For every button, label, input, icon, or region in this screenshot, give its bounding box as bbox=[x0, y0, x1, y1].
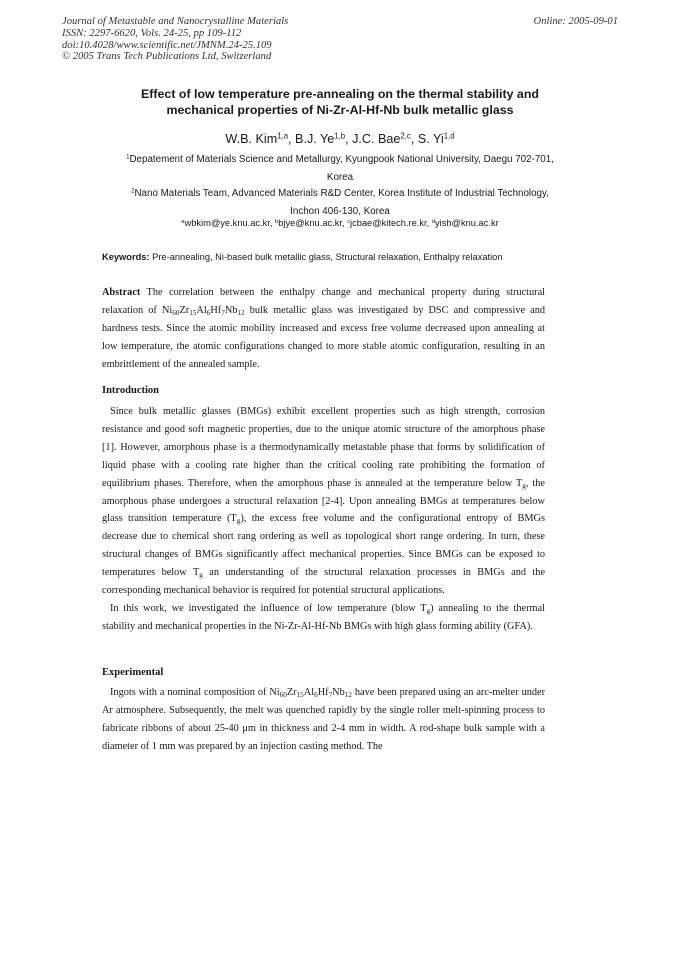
title-line-2: mechanical properties of Ni-Zr-Al-Hf-Nb bulk metallic glass bbox=[166, 103, 514, 118]
alloy-formula: $Ni_{60}Zr_{15}Al_6Hf_7Nb_{12}$ bbox=[161, 304, 245, 317]
keywords-text: Pre-annealing, Ni-based bulk metallic glass, Structural relaxation, Enthalpy relaxation bbox=[152, 252, 503, 262]
introduction-paragraph-1: Since bulk metallic glasses (BMGs) exhibit excellent properties such as high strength, corrosion resistance and good soft magnetic properties, due to the unique atomic structure of the amorphous phase [1]. However, amorphous phase is a thermodynamically metastable phase that forms by solidification of liquid phase with a cooling rate higher than the critical cooling rate prohibiting the formation of equilibrium phases. Therefore, when the amorphous phase is annealed at the temperature below $T_g$, the amorphous phase undergoes a structural relaxation [2-4]. Upon annealing BMGs at temperatures below glass transition temperature $(T_g)$, the excess free volume and the configurational entropy of BMGs decrease due to chemical short rang ordering as well as topological short range ordering. In turn, these structural changes of BMGs significantly affect mechanical properties. Since BMGs can be exposed to temperatures below $T_g$ an understanding of the structural relaxation processes in BMGs and the corresponding mechanical behavior is required for potential structural applications. bbox=[102, 406, 546, 597]
journal-header bbox=[62, 16, 618, 63]
email: bjye@knu.ac.kr bbox=[278, 218, 342, 228]
keywords bbox=[102, 252, 572, 262]
author-list: W.B. Kim$^{1,a}$, B.J. Ye$^{1,b}$, J.C. Bae$^{2,c}$, S. Yi$^{1,d}$ bbox=[225, 131, 455, 146]
section-heading-experimental: Experimental bbox=[102, 667, 164, 678]
author: S. Yi$^{1,d}$ bbox=[417, 131, 455, 146]
issn: ISSN: 2297-6620, Vols. 24-25, pp 109-112 bbox=[62, 27, 242, 39]
journal-name: Journal of Metastable and Nanocrystalline Materials bbox=[62, 16, 289, 27]
section-heading-introduction: Introduction bbox=[102, 385, 159, 396]
alloy-formula: $Ni_{60}Zr_{15}Al_6Hf_7Nb_{12}$ bbox=[269, 687, 352, 699]
affiliation-1: $^1$Depatement of Materials Science and Metallurgy, Kyungpook National University, Daegu 702-701, Korea bbox=[126, 154, 554, 183]
affiliation-2: $^2$Nano Materials Team, Advanced Materials R&D Center, Korea Institute of Industrial Technology, Inchon 406-130, Korea bbox=[131, 188, 549, 217]
author: J.C. Bae$^{2,c}$ bbox=[352, 131, 411, 146]
copyright: © 2005 Trans Tech Publications Ltd, Switzerland bbox=[62, 51, 272, 63]
doi: doi:10.4028/www.scientific.net/JMNM.24-25.109 bbox=[62, 39, 272, 51]
keywords-label: Keywords: bbox=[102, 252, 150, 262]
email: jcbae@kitech.re.kr bbox=[350, 218, 427, 228]
abstract-label: Abstract bbox=[102, 287, 141, 298]
email: wbkim@ye.knu.ac.kr bbox=[184, 218, 270, 228]
abstract: Abstract The correlation between the enthalpy change and mechanical property during structural relaxation of $Ni_{60}Zr_{15}Al_6Hf_7Nb_{12}$ bulk metallic glass was investigated by DSC and compressive and hardness tests. Since the atomic mobility increased and excess free volume decreased upon annealing at low temperature, the atomic configurations changed to more stable atomic configuration, resulting in an embrittlement of the annealed sample. bbox=[102, 287, 546, 370]
introduction-paragraph-2: In this work, we investigated the influence of low temperature (blow $T_g$) annealing to the thermal stability and mechanical properties in the Ni-Zr-Al-Hf-Nb BMGs with high glass forming ability (GFA). bbox=[102, 603, 545, 632]
author: B.J. Ye$^{1,b}$ bbox=[295, 131, 346, 146]
email: yish@knu.ac.kr bbox=[435, 218, 499, 228]
author-emails: $^a$wbkim@ye.knu.ac.kr, $^b$bjye@knu.ac.kr, $^c$jcbae@kitech.re.kr, $^d$yish@knu.ac.kr bbox=[181, 218, 499, 228]
author: W.B. Kim$^{1,a}$ bbox=[225, 131, 289, 146]
title-line-1: Effect of low temperature pre-annealing on the thermal stability and bbox=[141, 87, 539, 101]
paper-title bbox=[80, 86, 600, 118]
online-date: Online: 2005-09-01 bbox=[533, 16, 618, 27]
experimental-paragraph-1: Ingots with a nominal composition of $Ni_{60}Zr_{15}Al_6Hf_7Nb_{12}$ have been prepared using an arc-melter under Ar atmosphere. Subsequently, the melt was quenched rapidly by the single roller melt-spinning process to fabricate ribbons of about 25-40 μm in thickness and 2-4 mm in width. A rod-shape bulk sample with a diameter of 1 mm was prepared by an injection casting method. The bbox=[102, 687, 546, 752]
